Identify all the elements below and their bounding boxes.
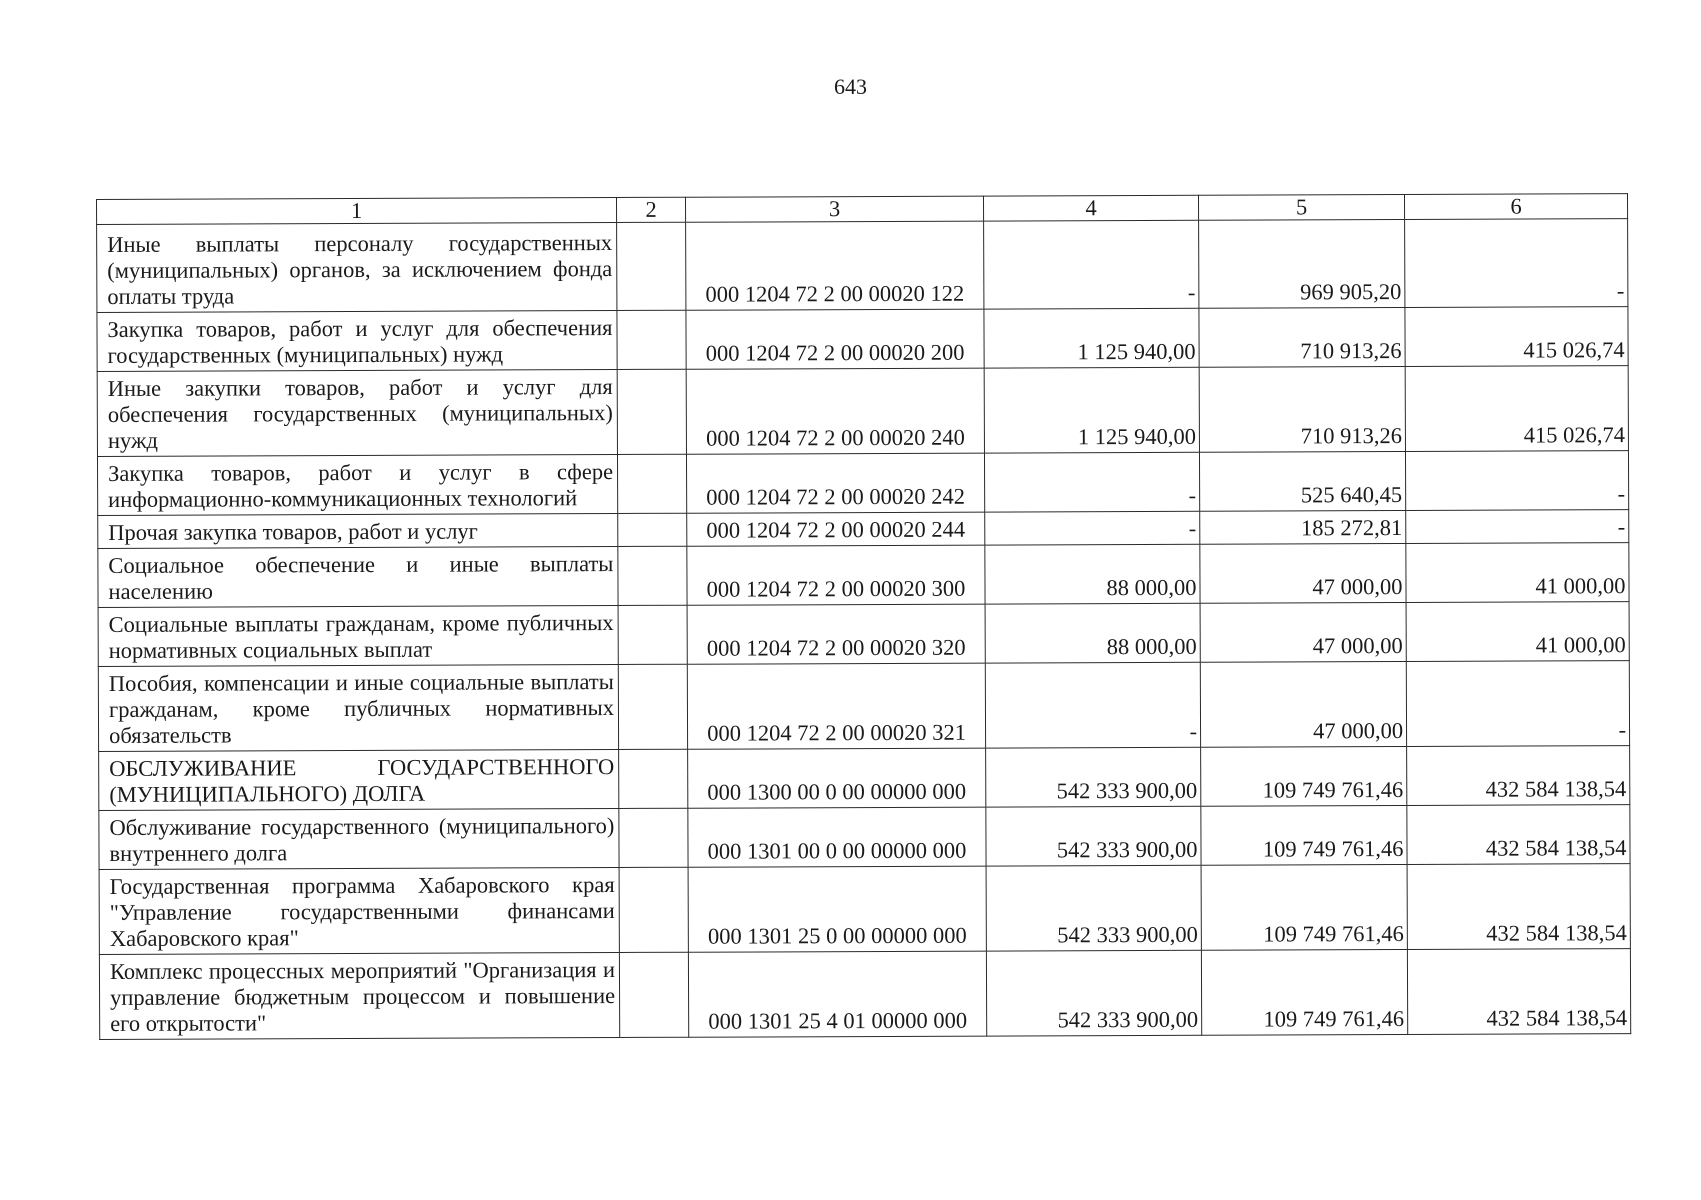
row-budget-code: 000 1204 72 2 00 00020 320 [687, 604, 985, 664]
table-row [99, 864, 1630, 955]
row-value-col4: - [985, 662, 1200, 748]
row-value-col6: 41 000,00 [1406, 543, 1629, 603]
row-empty-cell [617, 310, 686, 369]
row-empty-cell [619, 808, 688, 867]
row-description: Закупка товаров, работ и услуг для обеспечения государственных (муниципальных) нужд [97, 311, 617, 372]
page-number: 643 [834, 74, 867, 99]
row-budget-code: 000 1301 25 4 01 00000 000 [688, 951, 986, 1037]
row-budget-code: 000 1204 72 2 00 00020 200 [686, 309, 984, 369]
column-header: 5 [1198, 194, 1404, 220]
row-value-col4: - [985, 511, 1200, 545]
row-value-col5: 47 000,00 [1200, 602, 1406, 662]
row-value-col5: 109 749 761,46 [1201, 864, 1407, 950]
row-empty-cell [618, 664, 687, 749]
row-value-col5: 969 905,20 [1199, 219, 1405, 308]
budget-table-container [96, 193, 1630, 1040]
row-value-col4: 542 333 900,00 [986, 806, 1201, 866]
row-empty-cell [618, 546, 687, 605]
row-budget-code: 000 1204 72 2 00 00020 122 [686, 221, 984, 310]
table-row [99, 805, 1630, 870]
row-value-col4: 542 333 900,00 [986, 747, 1201, 807]
row-budget-code: 000 1204 72 2 00 00020 300 [687, 545, 985, 605]
row-value-col5: 109 749 761,46 [1201, 746, 1407, 806]
row-description: Комплекс процессных мероприятий "Организация и управление бюджетным процессом и повышение его открытости" [99, 952, 619, 1039]
row-description: Социальные выплаты гражданам, кроме публичных нормативных социальных выплат [98, 605, 618, 666]
row-description: Социальное обеспечение и иные выплаты населению [98, 546, 618, 607]
table-row [97, 307, 1628, 372]
row-value-col4: 542 333 900,00 [986, 865, 1201, 951]
row-empty-cell [617, 222, 686, 310]
row-budget-code: 000 1204 72 2 00 00020 242 [686, 453, 984, 513]
table-row [99, 949, 1630, 1040]
row-description: Иные закупки товаров, работ и услуг для обеспечения государственных (муниципальных) нужд [97, 370, 617, 457]
table-row [97, 219, 1628, 313]
table-row [97, 451, 1628, 516]
row-budget-code: 000 1204 72 2 00 00020 240 [686, 368, 984, 454]
row-description: Обслуживание государственного (муниципального) внутреннего долга [99, 808, 619, 869]
table-row [98, 602, 1629, 667]
row-value-col5: 47 000,00 [1200, 543, 1406, 603]
row-description: Закупка товаров, работ и услуг в сфере информационно-коммуникационных технологий [97, 454, 617, 515]
table-row [98, 543, 1629, 608]
column-header: 1 [97, 198, 617, 225]
row-empty-cell [618, 513, 687, 546]
row-value-col4: - [984, 452, 1199, 512]
row-value-col5: 109 749 761,46 [1201, 949, 1407, 1035]
row-value-col5: 710 913,26 [1199, 366, 1405, 452]
row-empty-cell [618, 605, 687, 664]
row-value-col6: - [1406, 661, 1629, 747]
row-value-col5: 47 000,00 [1200, 661, 1406, 747]
row-value-col5: 710 913,26 [1199, 307, 1405, 367]
row-value-col5: 185 272,81 [1200, 510, 1406, 544]
row-budget-code: 000 1301 25 0 00 00000 000 [688, 866, 986, 952]
row-value-col6: 415 026,74 [1405, 366, 1628, 452]
row-budget-code: 000 1301 00 0 00 00000 000 [688, 807, 986, 867]
column-header: 2 [616, 197, 685, 222]
row-value-col6: 41 000,00 [1406, 602, 1629, 662]
row-empty-cell [617, 454, 686, 513]
row-value-col6: 432 584 138,54 [1407, 805, 1630, 865]
row-value-col5: 109 749 761,46 [1201, 805, 1407, 865]
row-value-col6: - [1405, 451, 1628, 511]
row-value-col4: 1 125 940,00 [984, 367, 1199, 453]
row-value-col5: 525 640,45 [1199, 451, 1405, 511]
row-value-col6: 432 584 138,54 [1407, 949, 1630, 1035]
column-header: 3 [685, 196, 983, 222]
column-header: 4 [983, 195, 1198, 221]
row-budget-code: 000 1204 72 2 00 00020 244 [687, 512, 985, 546]
row-value-col4: - [984, 220, 1199, 309]
row-budget-code: 000 1300 00 0 00 00000 000 [688, 748, 986, 808]
row-value-col4: 88 000,00 [985, 544, 1200, 604]
table-row [98, 661, 1629, 752]
row-value-col6: 432 584 138,54 [1407, 864, 1630, 950]
table-row [99, 746, 1630, 811]
row-description: ОБСЛУЖИВАНИЕ ГОСУДАРСТВЕННОГО (МУНИЦИПАЛЬНОГО) ДОЛГА [99, 749, 619, 810]
column-header: 6 [1404, 194, 1627, 220]
row-value-col4: 1 125 940,00 [984, 308, 1199, 368]
row-description: Государственная программа Хабаровского края "Управление государственными финансами Хабаровского края" [99, 867, 619, 954]
row-empty-cell [619, 952, 688, 1037]
table-row [97, 366, 1628, 457]
row-value-col6: 415 026,74 [1405, 307, 1628, 367]
budget-table [96, 193, 1631, 1040]
row-value-col4: 542 333 900,00 [986, 950, 1201, 1036]
row-description: Иные выплаты персоналу государственных (муниципальных) органов, за исключением фонда оплаты труда [97, 223, 617, 313]
row-empty-cell [617, 369, 686, 454]
row-value-col6: - [1405, 219, 1628, 308]
row-description: Прочая закупка товаров, работ и услуг [98, 513, 618, 548]
row-budget-code: 000 1204 72 2 00 00020 321 [687, 663, 985, 749]
row-value-col6: - [1406, 510, 1629, 544]
row-description: Пособия, компенсации и иные социальные выплаты гражданам, кроме публичных нормативных обязательств [98, 664, 618, 751]
row-empty-cell [619, 749, 688, 808]
row-value-col6: 432 584 138,54 [1407, 746, 1630, 806]
row-value-col4: 88 000,00 [985, 603, 1200, 663]
row-empty-cell [619, 867, 688, 952]
